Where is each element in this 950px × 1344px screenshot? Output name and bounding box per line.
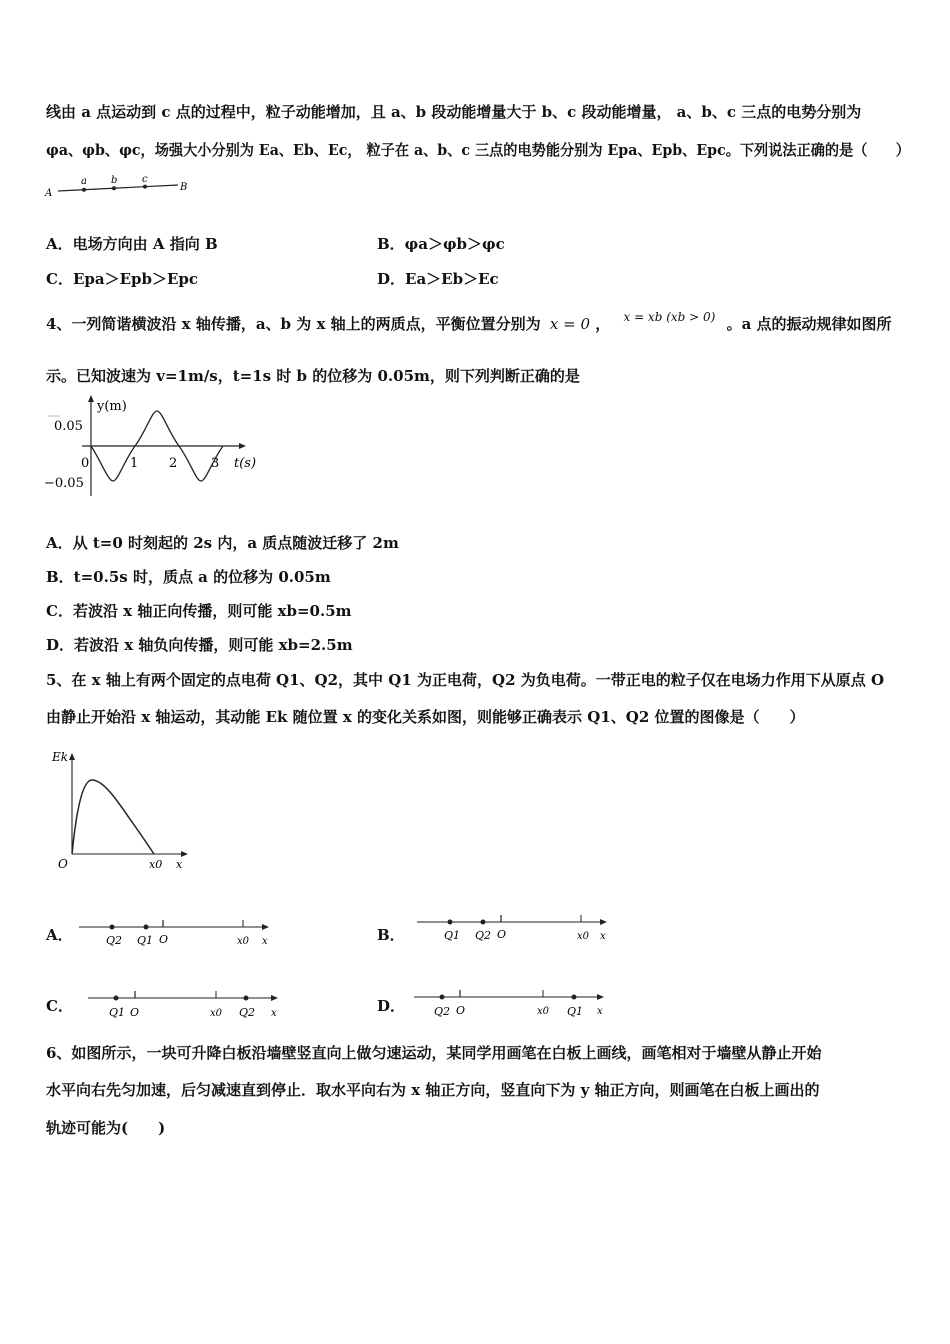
q3-option-b[interactable]: B．φa＞φb＞φc xyxy=(377,235,505,253)
axis-arrow xyxy=(597,994,604,1000)
label-q2: Q2 xyxy=(106,934,123,947)
label-x: x xyxy=(271,1008,277,1019)
label-o: O xyxy=(159,933,169,946)
label-q1: Q1 xyxy=(109,1006,126,1019)
q5-ek-graph xyxy=(46,744,196,874)
t-axis-arrow xyxy=(239,443,246,449)
y-axis-label: y(m) xyxy=(97,399,127,414)
q5-option-a-axis[interactable] xyxy=(75,914,275,950)
y-top-label: 0.05 xyxy=(54,419,83,434)
label-x0: x0 xyxy=(210,1008,223,1019)
origin-label: O xyxy=(58,857,68,871)
label-q1: Q1 xyxy=(444,929,461,942)
field-line xyxy=(58,185,178,191)
q3-stem-line1: 线由 a 点运动到 c 点的过程中，粒子动能增加，且 a、b 段动能增量大于 b、c 段动能增量， a、b、c 三点的电势分别为 xyxy=(46,103,862,121)
q5-stem-line2: 由静止开始沿 x 轴运动，其动能 Ek 随位置 x 的变化关系如图，则能够正确表示 Q1、Q2 位置的图像是（ ） xyxy=(46,708,805,726)
q4-vibration-graph xyxy=(42,393,262,503)
label-x: x xyxy=(262,936,268,947)
ek-label: Ek xyxy=(52,750,69,764)
ek-curve xyxy=(72,780,154,854)
q6-stem-line2: 水平向右先匀加速，后匀减速直到停止．取水平向右为 x 轴正方向，竖直向下为 y 轴正方向，则画笔在白板上画出的 xyxy=(46,1081,820,1099)
charge-q1 xyxy=(114,996,119,1001)
point-c xyxy=(143,185,147,189)
charge-q1 xyxy=(448,920,453,925)
x-label: x xyxy=(176,858,183,871)
q4-equation-1: x = 0 xyxy=(549,315,590,333)
q4-separator: ， xyxy=(595,315,611,333)
q5-option-a-letter[interactable]: A． xyxy=(46,926,73,944)
label-b: b xyxy=(111,175,118,186)
axis-arrow xyxy=(600,919,607,925)
charge-q1 xyxy=(572,995,577,1000)
x0-label: x0 xyxy=(149,858,163,871)
t-label-0: 0 xyxy=(81,456,90,471)
q6-stem-line1: 6、如图所示，一块可升降白板沿墙壁竖直向上做匀速运动，某同学用画笔在白板上画线，画笔相对于墙壁从静止开始 xyxy=(46,1044,822,1062)
charge-q2 xyxy=(110,925,115,930)
label-q2: Q2 xyxy=(434,1005,451,1018)
charge-q2 xyxy=(481,920,486,925)
label-a: a xyxy=(81,176,87,187)
t-axis-label: t(s) xyxy=(234,456,257,471)
label-o: O xyxy=(497,928,507,941)
y-axis-arrow xyxy=(88,395,94,402)
q4-stem-pre: 4、一列简谐横波沿 x 轴传播，a、b 为 x 轴上的两质点，平衡位置分别为 xyxy=(46,315,541,333)
q4-stem-line1 xyxy=(46,310,892,334)
q3-field-line-figure xyxy=(44,172,194,198)
charge-q2 xyxy=(440,995,445,1000)
label-o: O xyxy=(456,1004,466,1017)
label-x: x xyxy=(597,1006,603,1017)
ek-axis-arrow xyxy=(69,753,75,760)
label-A: A xyxy=(45,188,53,198)
label-x0: x0 xyxy=(537,1006,550,1017)
label-x0: x0 xyxy=(237,936,250,947)
label-q1: Q1 xyxy=(567,1005,584,1018)
y-bottom-label: −0.05 xyxy=(44,476,84,491)
q4-stem-post: 。a 点的振动规律如图所 xyxy=(726,315,892,333)
label-o: O xyxy=(130,1006,140,1019)
label-c: c xyxy=(142,174,148,185)
q4-option-c[interactable]: C．若波沿 x 轴正向传播，则可能 xb=0.5m xyxy=(46,602,352,620)
q5-option-c-axis[interactable] xyxy=(84,985,284,1021)
label-q2: Q2 xyxy=(239,1006,256,1019)
q5-stem-line1: 5、在 x 轴上有两个固定的点电荷 Q1、Q2，其中 Q1 为正电荷，Q2 为负电荷。一带正电的粒子仅在电场力作用下从原点 O xyxy=(46,671,885,689)
q4-equation-2: x = xb (xb > 0) xyxy=(623,310,716,324)
point-b xyxy=(112,186,116,190)
q5-option-d-axis[interactable] xyxy=(410,984,610,1020)
q3-option-c[interactable]: C．Epa＞Epb＞Epc xyxy=(46,270,199,288)
q6-stem-line3: 轨迹可能为( ) xyxy=(46,1119,166,1137)
q5-option-b-letter[interactable]: B． xyxy=(377,926,405,944)
charge-q1 xyxy=(144,925,149,930)
label-x: x xyxy=(600,931,606,942)
q4-option-a[interactable]: A．从 t=0 时刻起的 2s 内，a 质点随波迁移了 2m xyxy=(46,534,399,552)
t-label-3: 3 xyxy=(211,456,220,471)
q4-option-b[interactable]: B．t=0.5s 时，质点 a 的位移为 0.05m xyxy=(46,568,331,586)
point-a xyxy=(82,188,86,192)
label-B: B xyxy=(180,182,188,193)
label-x0: x0 xyxy=(577,931,590,942)
t-label-2: 2 xyxy=(169,456,178,471)
charge-q2 xyxy=(244,996,249,1001)
x-axis-arrow xyxy=(181,851,188,857)
q3-option-a[interactable]: A．电场方向由 A 指向 B xyxy=(46,235,218,253)
q3-option-d[interactable]: D．Ea＞Eb＞Ec xyxy=(377,270,499,288)
q5-option-c-letter[interactable]: C． xyxy=(46,997,73,1015)
label-q1: Q1 xyxy=(137,934,154,947)
q4-stem-line2: 示。已知波速为 v=1m/s，t=1s 时 b 的位移为 0.05m，则下列判断正确的是 xyxy=(46,367,580,385)
q4-option-d[interactable]: D．若波沿 x 轴负向传播，则可能 xb=2.5m xyxy=(46,636,353,654)
q5-option-d-letter[interactable]: D． xyxy=(377,997,406,1015)
t-label-1: 1 xyxy=(130,456,139,471)
q3-stem-line2: φa、φb、φc，场强大小分别为 Ea、Eb、Ec， 粒子在 a、b、c 三点的电势能分别为 Epa、Epb、Epc。下列说法正确的是（ ） xyxy=(46,141,910,159)
axis-arrow xyxy=(262,924,269,930)
label-q2: Q2 xyxy=(475,929,492,942)
axis-arrow xyxy=(271,995,278,1001)
q5-option-b-axis[interactable] xyxy=(413,909,613,945)
